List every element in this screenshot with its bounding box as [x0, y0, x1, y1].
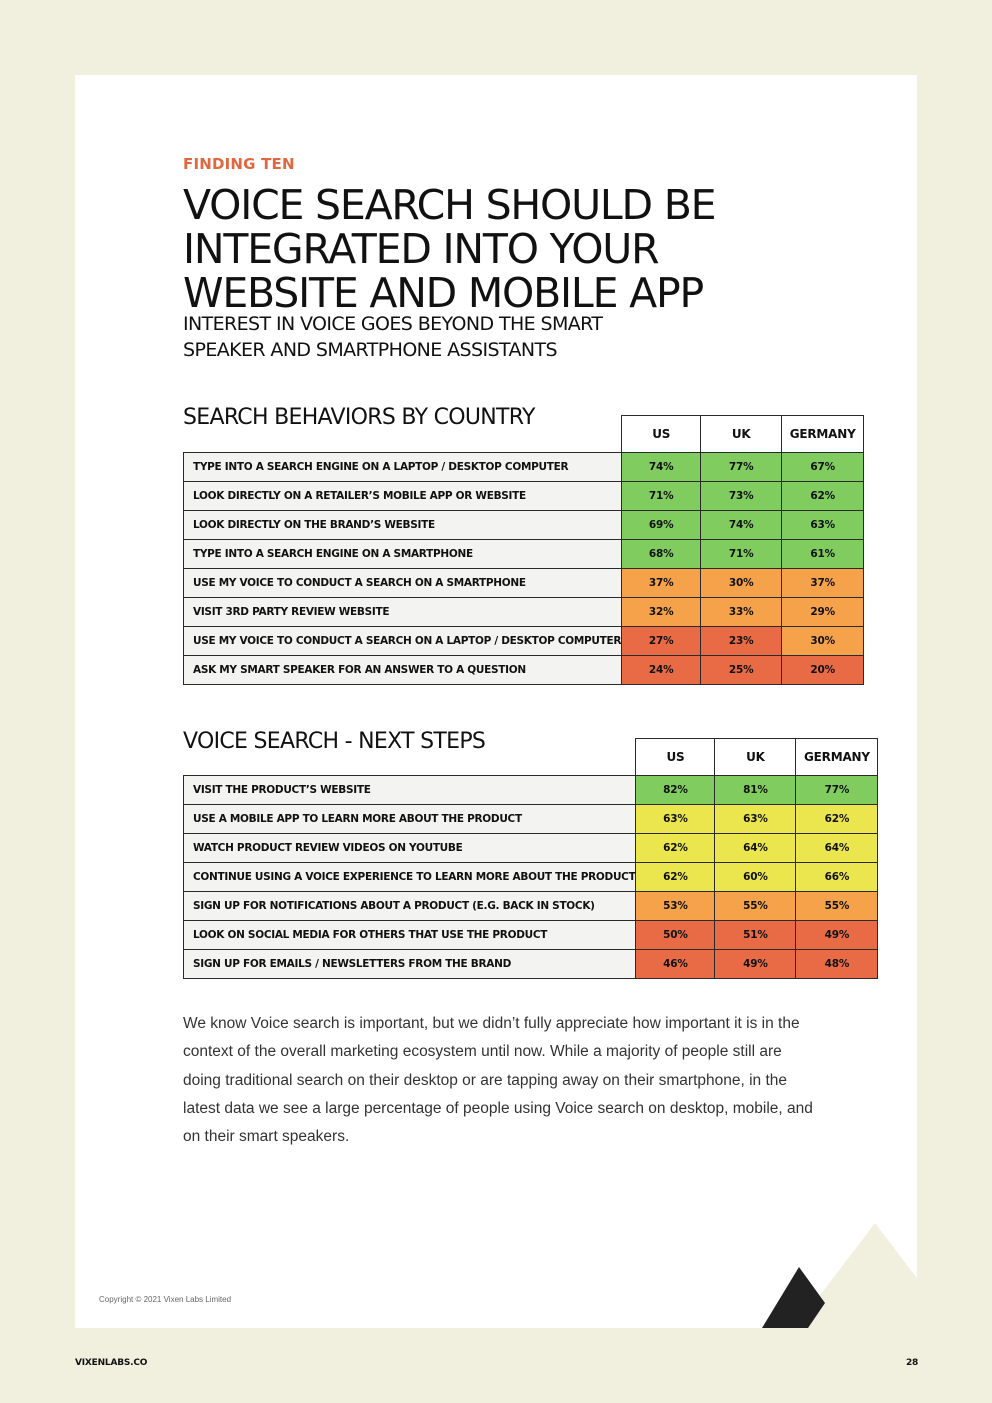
row-label: USE A MOBILE APP TO LEARN MORE ABOUT THE PRODUCT	[184, 805, 636, 834]
page-number: 28	[906, 1358, 919, 1368]
percent-cell: 64%	[796, 834, 878, 863]
percent-cell: 63%	[636, 805, 715, 834]
percent-cell: 24%	[622, 656, 701, 685]
row-label: LOOK ON SOCIAL MEDIA FOR OTHERS THAT USE THE PRODUCT	[184, 921, 636, 950]
page-title: VOICE SEARCH SHOULD BE INTEGRATED INTO YOUR WEBSITE AND MOBILE APP	[183, 181, 716, 317]
mountain-decoration	[75, 75, 917, 1328]
percent-cell: 66%	[796, 863, 878, 892]
table1-title: SEARCH BEHAVIORS BY COUNTRY	[183, 405, 535, 430]
percent-cell: 55%	[715, 892, 796, 921]
percent-cell: 77%	[701, 453, 782, 482]
percent-cell: 63%	[782, 511, 864, 540]
row-label: VISIT 3RD PARTY REVIEW WEBSITE	[184, 598, 622, 627]
row-label: ASK MY SMART SPEAKER FOR AN ANSWER TO A QUESTION	[184, 656, 622, 685]
percent-cell: 37%	[622, 569, 701, 598]
percent-cell: 46%	[636, 950, 715, 979]
percent-cell: 62%	[796, 805, 878, 834]
percent-cell: 60%	[715, 863, 796, 892]
row-label: USE MY VOICE TO CONDUCT A SEARCH ON A SMARTPHONE	[184, 569, 622, 598]
footer-site-link[interactable]: VIXENLABS.CO	[75, 1358, 148, 1368]
row-label: LOOK DIRECTLY ON A RETAILER’S MOBILE APP OR WEBSITE	[184, 482, 622, 511]
column-header-us: US	[622, 416, 701, 453]
percent-cell: 74%	[622, 453, 701, 482]
column-header-uk: UK	[715, 739, 796, 776]
percent-cell: 30%	[701, 569, 782, 598]
percent-cell: 63%	[715, 805, 796, 834]
row-label: SIGN UP FOR EMAILS / NEWSLETTERS FROM THE BRAND	[184, 950, 636, 979]
row-label: TYPE INTO A SEARCH ENGINE ON A SMARTPHONE	[184, 540, 622, 569]
percent-cell: 50%	[636, 921, 715, 950]
percent-cell: 33%	[701, 598, 782, 627]
percent-cell: 61%	[782, 540, 864, 569]
percent-cell: 30%	[782, 627, 864, 656]
percent-cell: 48%	[796, 950, 878, 979]
percent-cell: 25%	[701, 656, 782, 685]
percent-cell: 82%	[636, 776, 715, 805]
percent-cell: 32%	[622, 598, 701, 627]
row-label: WATCH PRODUCT REVIEW VIDEOS ON YOUTUBE	[184, 834, 636, 863]
percent-cell: 20%	[782, 656, 864, 685]
percent-cell: 69%	[622, 511, 701, 540]
row-label: VISIT THE PRODUCT’S WEBSITE	[184, 776, 636, 805]
percent-cell: 49%	[796, 921, 878, 950]
percent-cell: 23%	[701, 627, 782, 656]
percent-cell: 51%	[715, 921, 796, 950]
percent-cell: 62%	[636, 834, 715, 863]
body-paragraph: We know Voice search is important, but we didn’t fully appreciate how important it is in the context of the overall marketing ecosystem until now. While a majority of people still are doing traditional search on their desktop or are tapping away on their smartphone, in the latest data we see a large percentage of people using Voice search on desktop, mobile, and on their smart speakers.	[183, 1015, 813, 1146]
percent-cell: 67%	[782, 453, 864, 482]
section-subtitle: INTEREST IN VOICE GOES BEYOND THE SMART SPEAKER AND SMARTPHONE ASSISTANTS	[183, 313, 603, 361]
percent-cell: 74%	[701, 511, 782, 540]
table2-title: VOICE SEARCH - NEXT STEPS	[183, 729, 486, 754]
column-header-us: US	[636, 739, 715, 776]
percent-cell: 49%	[715, 950, 796, 979]
row-label: TYPE INTO A SEARCH ENGINE ON A LAPTOP / DESKTOP COMPUTER	[184, 453, 622, 482]
row-label: LOOK DIRECTLY ON THE BRAND’S WEBSITE	[184, 511, 622, 540]
percent-cell: 77%	[796, 776, 878, 805]
copyright-notice: Copyright © 2021 Vixen Labs Limited	[99, 1295, 232, 1304]
column-header-uk: UK	[701, 416, 782, 453]
percent-cell: 62%	[782, 482, 864, 511]
page-sheet	[75, 75, 917, 1328]
percent-cell: 55%	[796, 892, 878, 921]
percent-cell: 37%	[782, 569, 864, 598]
percent-cell: 62%	[636, 863, 715, 892]
percent-cell: 64%	[715, 834, 796, 863]
percent-cell: 73%	[701, 482, 782, 511]
row-label: USE MY VOICE TO CONDUCT A SEARCH ON A LAPTOP / DESKTOP COMPUTER	[184, 627, 622, 656]
percent-cell: 53%	[636, 892, 715, 921]
row-label: SIGN UP FOR NOTIFICATIONS ABOUT A PRODUCT (E.G. BACK IN STOCK)	[184, 892, 636, 921]
percent-cell: 68%	[622, 540, 701, 569]
percent-cell: 71%	[622, 482, 701, 511]
percent-cell: 71%	[701, 540, 782, 569]
column-header-germany: GERMANY	[796, 739, 878, 776]
column-header-germany: GERMANY	[782, 416, 864, 453]
finding-kicker: FINDING TEN	[183, 155, 295, 173]
percent-cell: 29%	[782, 598, 864, 627]
row-label: CONTINUE USING A VOICE EXPERIENCE TO LEARN MORE ABOUT THE PRODUCT	[184, 863, 636, 892]
percent-cell: 27%	[622, 627, 701, 656]
percent-cell: 81%	[715, 776, 796, 805]
